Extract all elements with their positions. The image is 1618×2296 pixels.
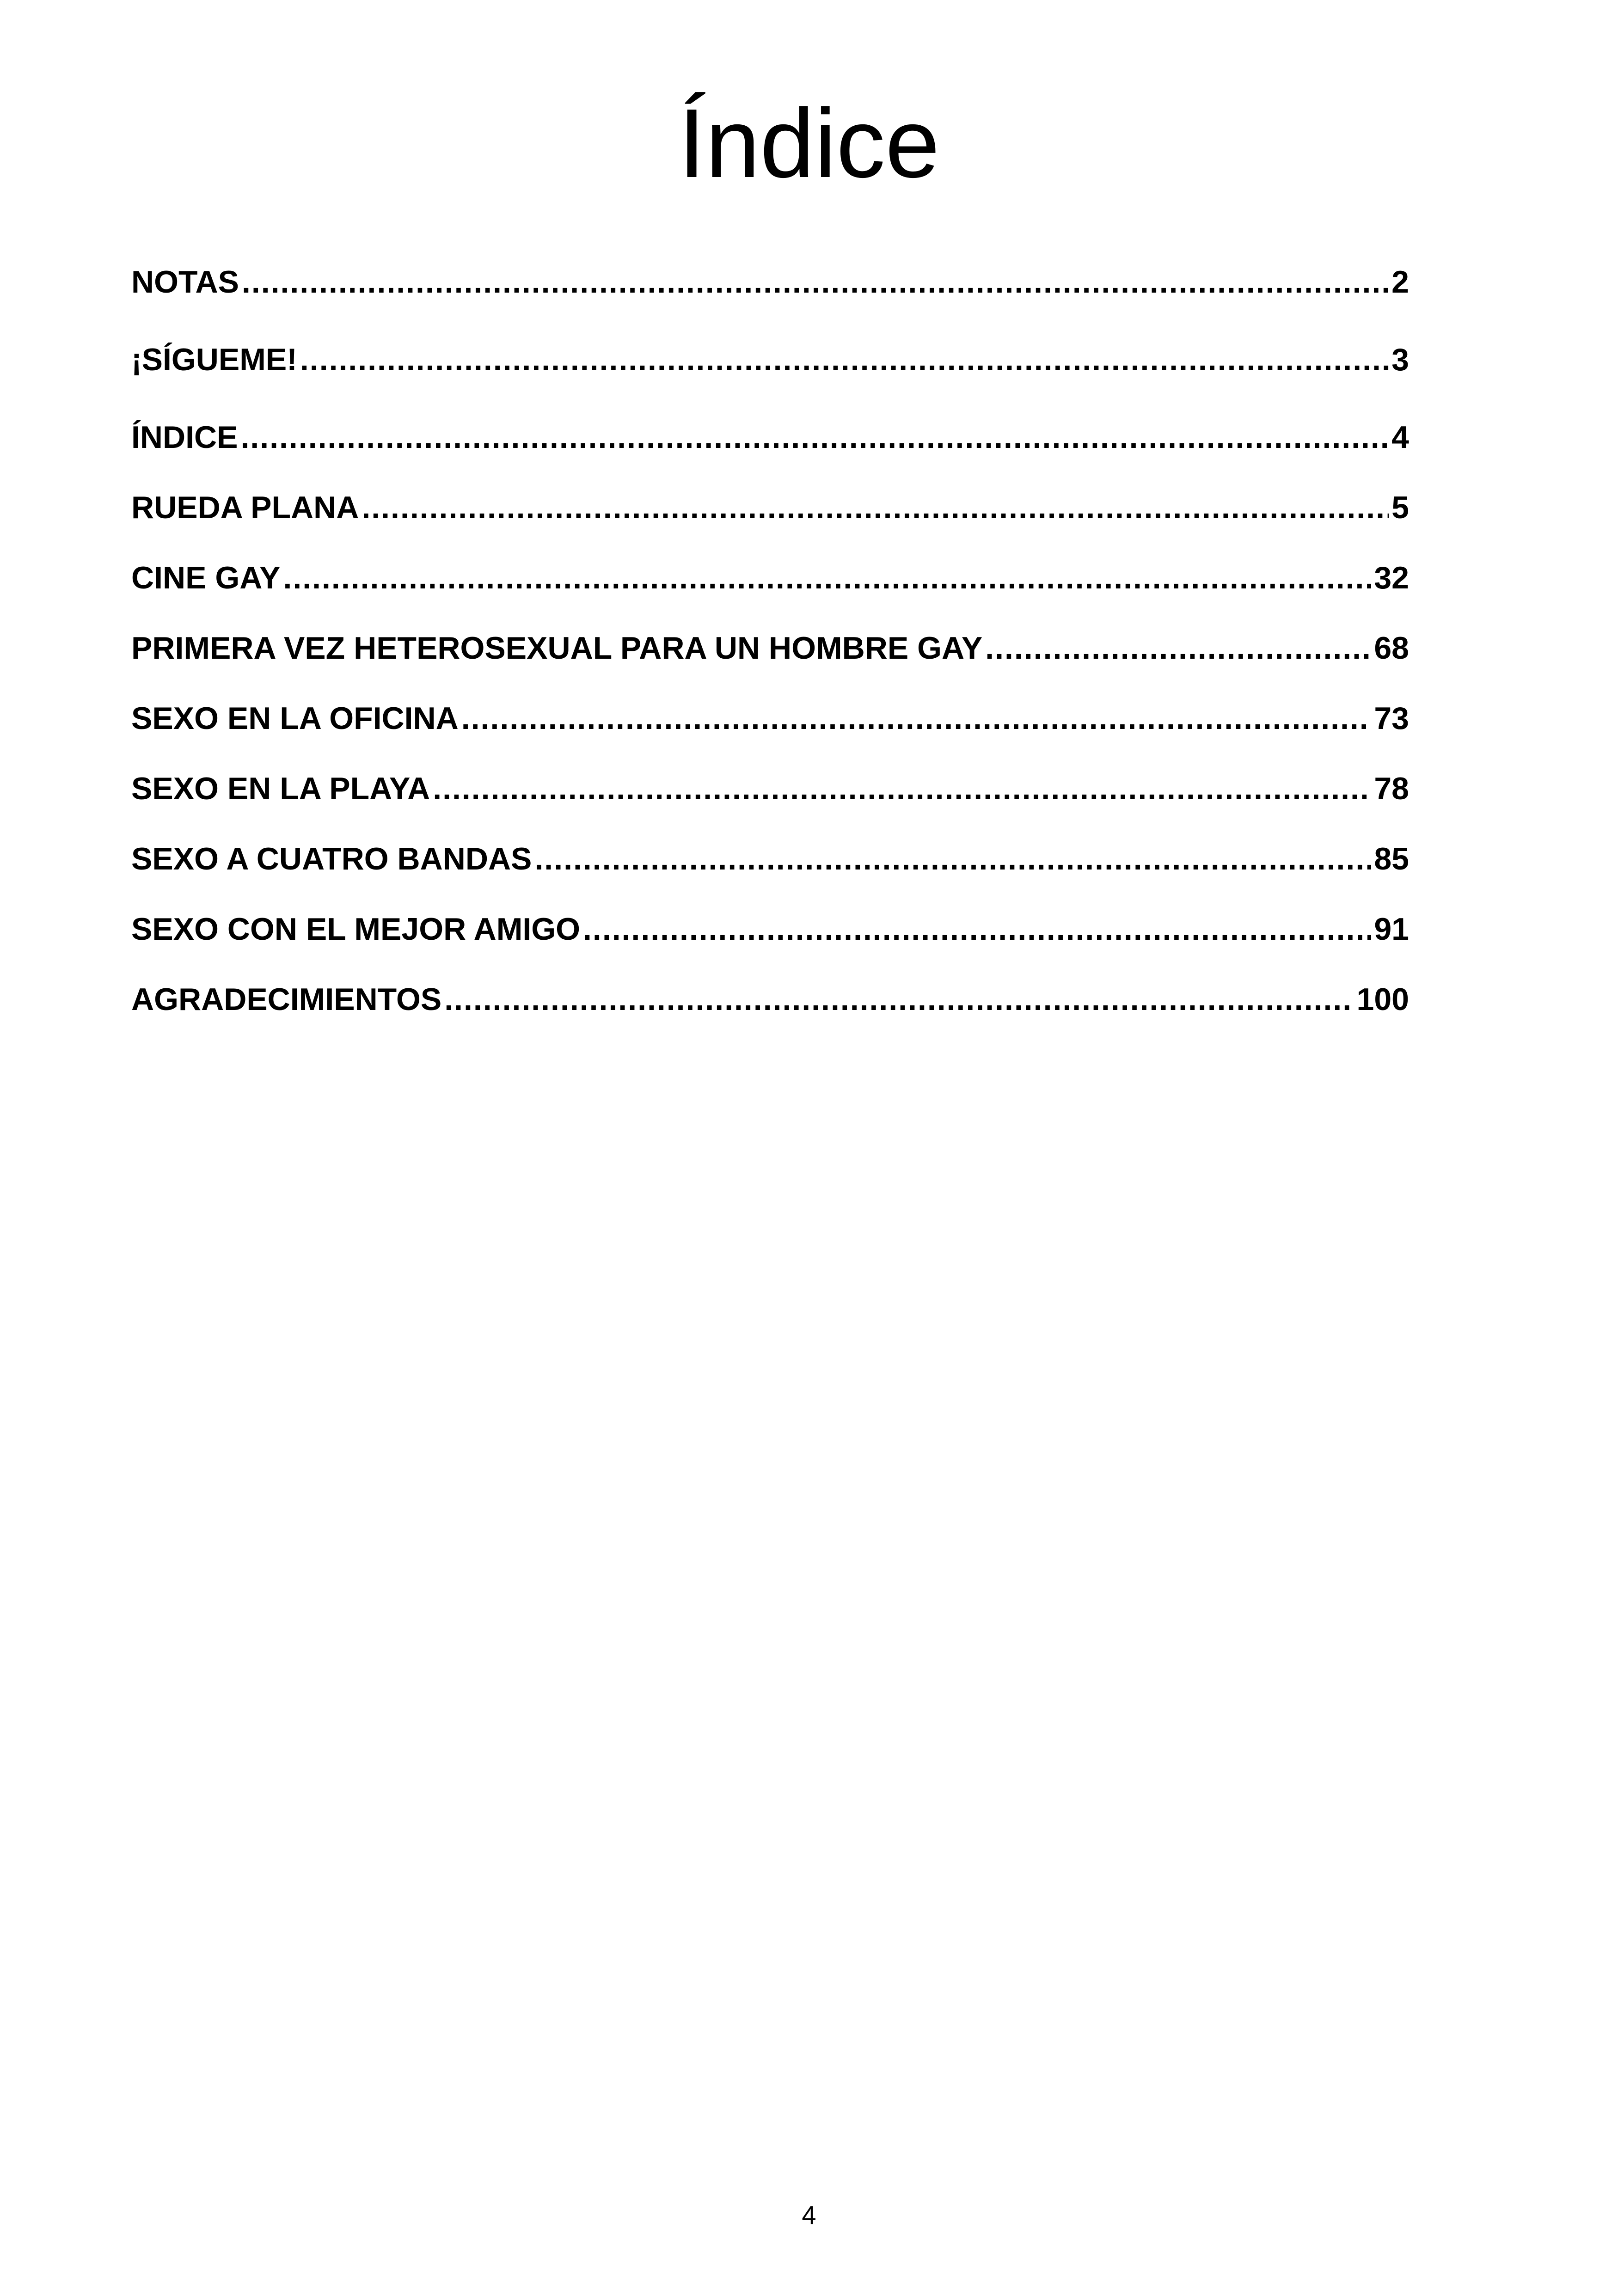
toc-entry-primera-vez[interactable] bbox=[131, 623, 1409, 673]
toc-entry-sexo-cuatro-bandas[interactable] bbox=[131, 833, 1409, 884]
toc-entry-title: NOTAS bbox=[131, 264, 239, 300]
toc-entry-page: 91 bbox=[1374, 912, 1409, 947]
toc-entry-title: SEXO A CUATRO BANDAS bbox=[131, 841, 532, 876]
toc-entry-sexo-playa[interactable] bbox=[131, 763, 1409, 814]
toc-dot-leader bbox=[985, 623, 1371, 673]
toc-entry-page: 85 bbox=[1374, 841, 1409, 876]
toc-entry-title: SEXO EN LA PLAYA bbox=[131, 771, 430, 806]
toc-entry-page: 3 bbox=[1391, 342, 1409, 377]
toc-entry-title: AGRADECIMIENTOS bbox=[131, 982, 442, 1017]
toc-entry-sexo-oficina[interactable] bbox=[131, 693, 1409, 744]
toc-entry-page: 2 bbox=[1391, 264, 1409, 300]
toc-dot-leader bbox=[300, 334, 1389, 385]
page-number: 4 bbox=[802, 2200, 816, 2229]
toc-dot-leader bbox=[583, 904, 1371, 955]
toc-dot-leader bbox=[362, 482, 1389, 533]
toc-entry-page: 68 bbox=[1374, 631, 1409, 666]
toc-entry-page: 32 bbox=[1374, 560, 1409, 595]
toc-entry-page: 4 bbox=[1391, 420, 1409, 455]
toc-entry-indice[interactable] bbox=[131, 412, 1409, 463]
toc-entry-page: 5 bbox=[1391, 490, 1409, 525]
toc-entry-agradecimientos[interactable] bbox=[131, 974, 1409, 1025]
page-title: Índice bbox=[678, 88, 940, 198]
toc-entry-title: PRIMERA VEZ HETEROSEXUAL PARA UN HOMBRE GAY bbox=[131, 631, 983, 666]
toc-dot-leader bbox=[283, 552, 1371, 603]
toc-entry-title: CINE GAY bbox=[131, 560, 281, 595]
toc-dot-leader bbox=[444, 974, 1354, 1025]
toc-entry-sigueme[interactable] bbox=[131, 334, 1409, 385]
toc-entry-title: ¡SÍGUEME! bbox=[131, 342, 297, 377]
toc-dot-leader bbox=[242, 257, 1389, 307]
toc-dot-leader bbox=[461, 693, 1372, 744]
toc-dot-leader bbox=[240, 412, 1389, 463]
toc-entry-sexo-mejor-amigo[interactable] bbox=[131, 904, 1409, 955]
toc-entry-title: SEXO EN LA OFICINA bbox=[131, 701, 459, 736]
toc-entry-title: ÍNDICE bbox=[131, 420, 238, 455]
toc-entry-page: 73 bbox=[1374, 701, 1409, 736]
toc-dot-leader bbox=[433, 763, 1371, 814]
toc-entry-page: 100 bbox=[1356, 982, 1409, 1017]
toc-entry-title: RUEDA PLANA bbox=[131, 490, 359, 525]
toc-entry-title: SEXO CON EL MEJOR AMIGO bbox=[131, 912, 581, 947]
toc-dot-leader bbox=[534, 833, 1371, 884]
toc-entry-rueda-plana[interactable] bbox=[131, 482, 1409, 533]
toc-entry-notas[interactable] bbox=[131, 257, 1409, 307]
toc-entry-cine-gay[interactable] bbox=[131, 552, 1409, 603]
toc-entry-page: 78 bbox=[1374, 771, 1409, 806]
